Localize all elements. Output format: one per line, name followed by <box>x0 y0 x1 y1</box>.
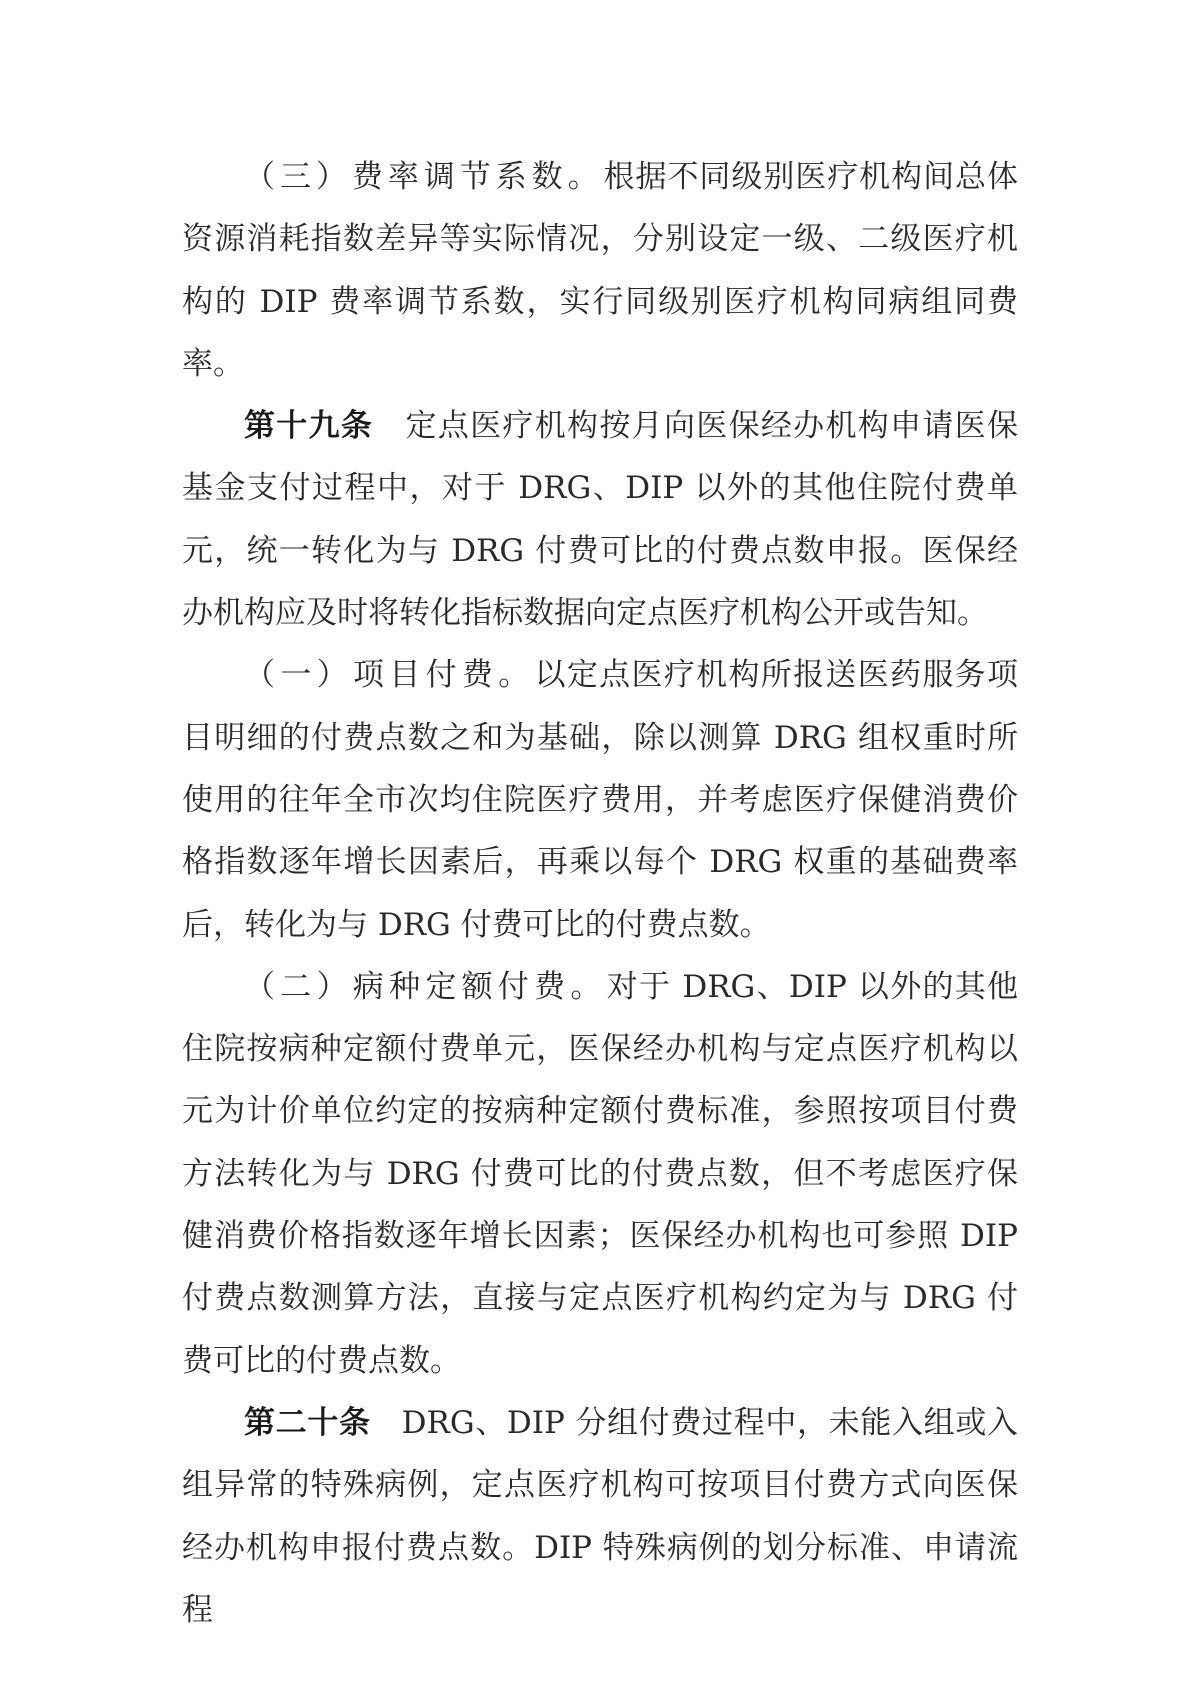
paragraph-text: 以定点医疗机构所报送医药服务项目明细的付费点数之和为基础，除以测算 DRG 组权重时所使用的往年全市次均住院医疗费用，并考虑医疗保健消费价格指数逐年增长因素后，再乘以每个 DRG 权重的基础费率后，转化为与 DRG 付费可比的付费点数。 <box>182 657 1018 943</box>
article-text: DRG、DIP 分组付费过程中，未能入组或入组异常的特殊病例，定点医疗机构可按项目付费方式向医保经办机构申报付费点数。DIP 特殊病例的划分标准、申请流程 <box>182 1404 1019 1628</box>
article-20 <box>182 1392 1018 1641</box>
paragraph-text: 对于 DRG、DIP 以外的其他住院按病种定额付费单元，医保经办机构与定点医疗机构以元为计价单位约定的按病种定额付费标准，参照按项目付费方法转化为与 DRG 付费可比的付费点数，但不考虑医疗保健消费价格指数逐年增长因素；医保经办机构也可参照 DIP 付费点数测算方法，直接与定点医疗机构约定为与 DRG 付费可比的付费点数。 <box>182 968 1018 1379</box>
paragraph-heading: （二）病种定额付费。 <box>244 968 607 1005</box>
document-body <box>182 146 1018 1641</box>
article-title: 第二十条 <box>244 1404 371 1441</box>
paragraph-text: 根据不同级别医疗机构间总体资源消耗指数差异等实际情况，分别设定一级、二级医疗机构的 DIP 费率调节系数，实行同级别医疗机构同病组同费率。 <box>182 159 1019 382</box>
article-title: 第十九条 <box>244 408 374 445</box>
article-19 <box>182 395 1018 644</box>
paragraph-disease-quota-payment <box>182 956 1018 1392</box>
article-text: 定点医疗机构按月向医保经办机构申请医保基金支付过程中，对于 DRG、DIP 以外的其他住院付费单元，统一转化为与 DRG 付费可比的付费点数申报。医保经办机构应及时将转化指标数据向定点医疗机构公开或告知。 <box>182 408 1018 632</box>
paragraph-heading: （一）项目付费。 <box>244 657 535 694</box>
paragraph-item-payment <box>182 644 1018 955</box>
paragraph-heading: （三）费率调节系数。 <box>244 159 604 195</box>
paragraph-fee-rate-adjustment <box>182 146 1018 395</box>
